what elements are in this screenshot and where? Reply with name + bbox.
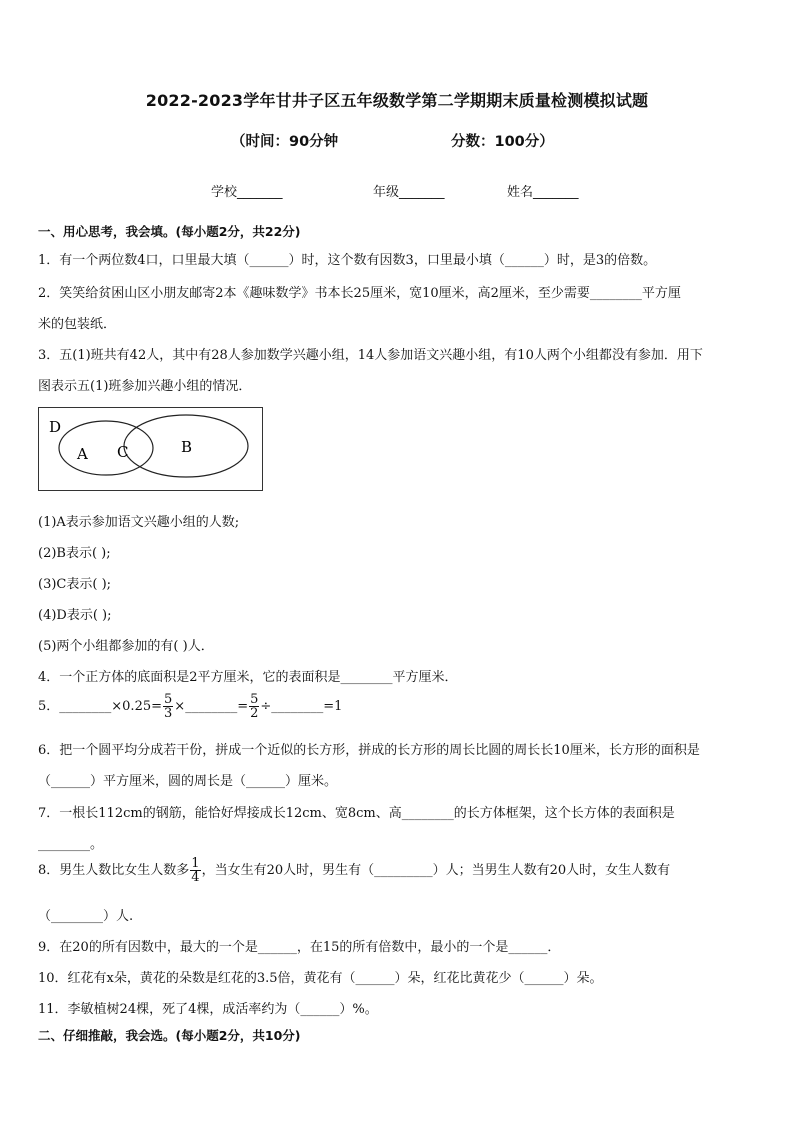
question-8-part-a: 8．男生人数比女生人数多	[38, 863, 190, 878]
question-8-line-2: （________）人.	[38, 909, 134, 924]
fraction-5-2	[249, 693, 259, 720]
name-field: 姓名_______	[507, 185, 579, 200]
fraction-denominator: 2	[250, 706, 259, 721]
question-3-line-2: 图表示五(1)班参加兴趣小组的情况．	[38, 379, 252, 394]
question-9: 9．在20的所有因数中，最大的一个是______，在15的所有倍数中，最小的一个是______．	[38, 940, 561, 955]
question-1: 1．有一个两位数4口，口里最大填（______）时，这个数有因数3，口里最小填（______）时，是3的倍数。	[38, 253, 657, 268]
venn-diagram	[38, 407, 263, 491]
question-5-part-a: 5．________×0.25=	[38, 699, 163, 714]
exam-score: 分数：100分）	[451, 134, 554, 150]
fraction-5-3	[163, 693, 173, 720]
question-6-line-2: （______）平方厘米，圆的周长是（______）厘米。	[38, 774, 338, 789]
grade-field: 年级_______	[373, 185, 445, 200]
question-2-line-2: 米的包装纸．	[38, 317, 117, 332]
section-2-heading: 二、仔细推敲，我会选。(每小题2分，共10分)	[38, 1028, 301, 1043]
question-2-line-1: 2．笑笑给贫困山区小朋友邮寄2本《趣味数学》书本长25厘米，宽10厘米，高2厘米，至少需要________平方厘	[38, 286, 681, 301]
question-3-sub-5: (5)两个小组都参加的有( )人．	[38, 639, 214, 654]
venn-label-a: A	[77, 445, 88, 463]
exam-time: （时间：90分钟	[231, 134, 339, 150]
fraction-numerator: 5	[164, 692, 173, 707]
question-3-sub-3: (3)C表示( );	[38, 577, 112, 592]
question-3-sub-4: (4)D表示( );	[38, 608, 112, 623]
question-4: 4．一个正方体的底面积是2平方厘米，它的表面积是________平方厘米．	[38, 670, 458, 685]
page-title: 2022-2023学年甘井子区五年级数学第二学期期末质量检测模拟试题	[145, 91, 649, 110]
fraction-numerator: 1	[191, 856, 200, 871]
question-5-part-b: ×________=	[174, 699, 249, 714]
fraction-denominator: 3	[164, 706, 173, 721]
question-3-line-1: 3．五(1)班共有42人，其中有28人参加数学兴趣小组，14人参加语文兴趣小组，有10人两个小组都没有参加．用下	[38, 348, 703, 363]
fraction-denominator: 4	[191, 870, 200, 885]
question-8-part-b: ，当女生有20人时，男生有（_________）人；当男生人数有20人时，女生人数有	[201, 863, 671, 878]
question-3-sub-2: (2)B表示( );	[38, 546, 111, 561]
school-field: 学校_______	[211, 185, 283, 200]
venn-label-d: D	[49, 418, 62, 436]
question-5-part-c: ÷________=1	[260, 699, 343, 714]
question-3-sub-1: (1)A表示参加语文兴趣小组的人数;	[38, 515, 240, 530]
question-7-line-2: ________。	[38, 837, 104, 852]
question-5	[38, 693, 342, 720]
question-8-line-1	[38, 857, 670, 884]
section-1-heading: 一、用心思考，我会填。(每小题2分，共22分)	[38, 224, 301, 239]
question-10: 10．红花有x朵，黄花的朵数是红花的3.5倍，黄花有（______）朵，红花比黄花少（______）朵。	[38, 971, 603, 986]
venn-circle-a	[59, 421, 153, 475]
venn-label-b: B	[181, 438, 193, 456]
venn-label-c: C	[117, 443, 129, 461]
fraction-1-4	[190, 857, 200, 884]
question-6-line-1: 6．把一个圆平均分成若干份，拼成一个近似的长方形，拼成的长方形的周长比圆的周长长10厘米，长方形的面积是	[38, 743, 700, 758]
question-7-line-1: 7．一根长112cm的钢筋，能恰好焊接成长12cm、宽8cm、高________的长方体框架，这个长方体的表面积是	[38, 806, 675, 821]
question-11: 11．李敏植树24棵，死了4棵，成活率约为（______）%。	[38, 1002, 378, 1017]
fraction-numerator: 5	[250, 692, 259, 707]
